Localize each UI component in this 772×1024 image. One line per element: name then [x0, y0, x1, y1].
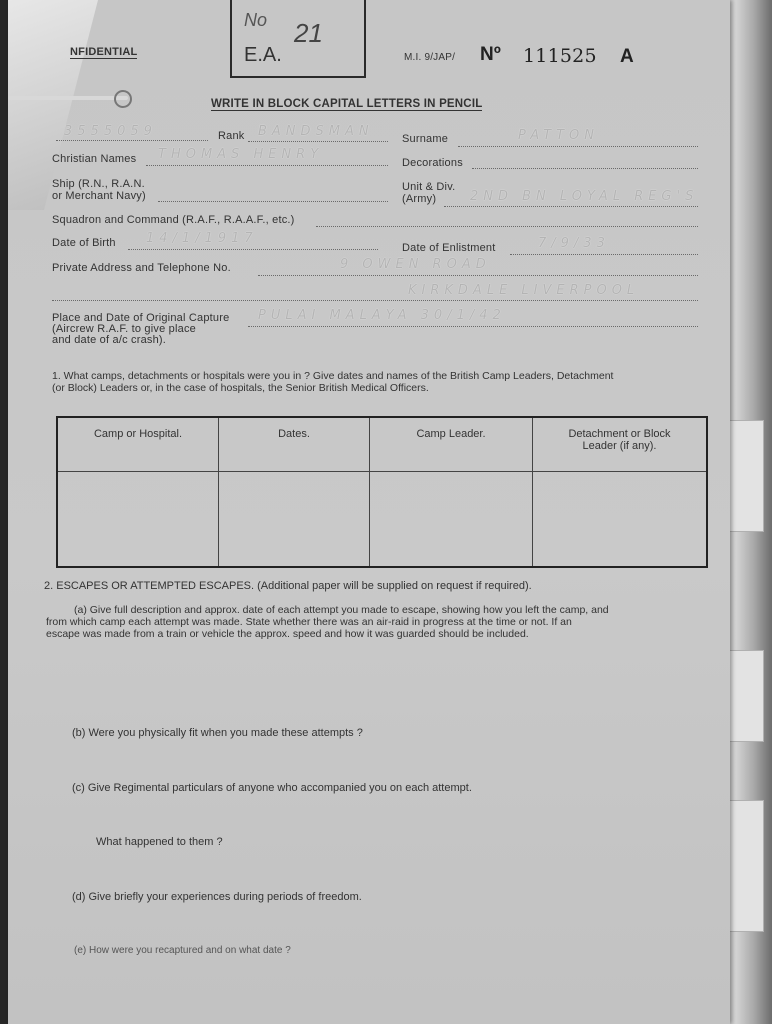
column-camp-leader: Camp Leader. [370, 417, 533, 472]
stamp-no: No [244, 10, 268, 30]
number-line [56, 140, 208, 141]
capture-label-line3: and date of a/c crash). [52, 334, 167, 346]
surname-label: Surname [402, 133, 449, 145]
serial-suffix: A [620, 46, 634, 67]
table-cell [219, 472, 370, 568]
camps-table [56, 416, 708, 568]
column-dates: Dates. [219, 417, 370, 472]
table-cell [533, 472, 708, 568]
binding-eyelet [114, 90, 132, 108]
number-symbol: Nº [480, 44, 502, 65]
column-camp-or-hospital: Camp or Hospital. [57, 417, 219, 472]
address-label: Private Address and Telephone No. [52, 262, 231, 274]
unit-label-line2: (Army) [402, 193, 437, 205]
confidential-label: NFIDENTIAL [70, 46, 138, 58]
ship-label-line2: or Merchant Navy) [52, 190, 146, 202]
question2d: (d) Give briefly your experiences during periods of freedom. [72, 891, 362, 903]
form-page [8, 0, 730, 1024]
christian-names-value: THOMAS HENRY [158, 147, 324, 162]
address-line1 [258, 275, 698, 276]
question1-line1: 1. What camps, detachments or hospitals were you in ? Give dates and names of the British Camp Leaders, Detachment [52, 370, 614, 382]
squadron-line [316, 226, 698, 227]
date-of-birth-line [128, 249, 378, 250]
stamp-number: 21 [294, 18, 323, 48]
table-cell [370, 472, 533, 568]
squadron-label: Squadron and Command (R.A.F., R.A.A.F., etc.) [52, 214, 295, 226]
ship-line [158, 201, 388, 202]
date-of-birth-value: 14/1/1917 [146, 231, 258, 246]
instruction-heading: WRITE IN BLOCK CAPITAL LETTERS IN PENCIL [211, 98, 483, 110]
question2a-line3: escape was made from a train or vehicle the approx. speed and how it was guarded should be included. [46, 628, 529, 640]
christian-names-label: Christian Names [52, 153, 137, 165]
capture-line [248, 326, 698, 327]
unit-value: 2ND BN LOYAL REG'S [470, 189, 699, 204]
surname-line [458, 146, 698, 147]
column-detachment-leader: Detachment or Block Leader (if any). [533, 417, 708, 472]
capture-label-line2: (Aircrew R.A.F. to give place [52, 323, 196, 335]
date-of-birth-label: Date of Birth [52, 237, 116, 249]
enlistment-label: Date of Enlistment [402, 242, 496, 254]
enlistment-value: 7/9/33 [538, 236, 610, 251]
question1-line2: (or Block) Leaders or, in the case of hospitals, the Senior British Medical Officers. [52, 382, 429, 394]
rank-value: BANDSMAN [258, 124, 374, 139]
unit-line [444, 206, 698, 207]
page-tab [726, 420, 764, 532]
question2e: (e) How were you recaptured and on what date ? [74, 945, 291, 956]
table-row [57, 472, 707, 568]
form-reference: M.I. 9/JAP/ [404, 52, 456, 63]
page-tab [726, 800, 764, 932]
reference-stamp [230, 0, 366, 78]
stamp-letters: E.A. [244, 44, 282, 66]
christian-names-line [146, 165, 388, 166]
question2b: (b) Were you physically fit when you made these attempts ? [72, 727, 363, 739]
address-line2 [52, 300, 698, 301]
address-value-line2: KIRKDALE LIVERPOOL [408, 283, 640, 298]
ship-label-line1: Ship (R.N., R.A.N. [52, 178, 145, 190]
camps-table-header [57, 417, 707, 472]
table-cell [57, 472, 219, 568]
question2c-followup: What happened to them ? [96, 836, 223, 848]
binding-string [8, 96, 128, 100]
decorations-line [472, 168, 698, 169]
rank-label: Rank [218, 130, 245, 142]
unit-label-line1: Unit & Div. [402, 181, 456, 193]
serial-number: 111525 [523, 45, 597, 67]
question2c: (c) Give Regimental particulars of anyone who accompanied you on each attempt. [72, 782, 472, 794]
rank-line [248, 141, 388, 142]
surname-value: PATTON [518, 128, 599, 143]
address-value-line1: 9 OWEN ROAD [340, 257, 491, 272]
capture-value: PULAI MALAYA 30/1/42 [258, 308, 506, 323]
question2a-line2: from which camp each attempt was made. State whether there was an air-raid in progress at the time or not. If an [46, 616, 572, 628]
question2a-line1: (a) Give full description and approx. date of each attempt you made to escape, showing how you left the camp, and [74, 604, 609, 616]
capture-label-line1: Place and Date of Original Capture [52, 312, 230, 324]
question2-heading: 2. ESCAPES OR ATTEMPTED ESCAPES. (Additional paper will be supplied on request if required). [44, 580, 532, 592]
enlistment-line [510, 254, 698, 255]
army-number-value: 3555059 [64, 124, 157, 139]
page-tab [726, 650, 764, 742]
decorations-label: Decorations [402, 157, 463, 169]
